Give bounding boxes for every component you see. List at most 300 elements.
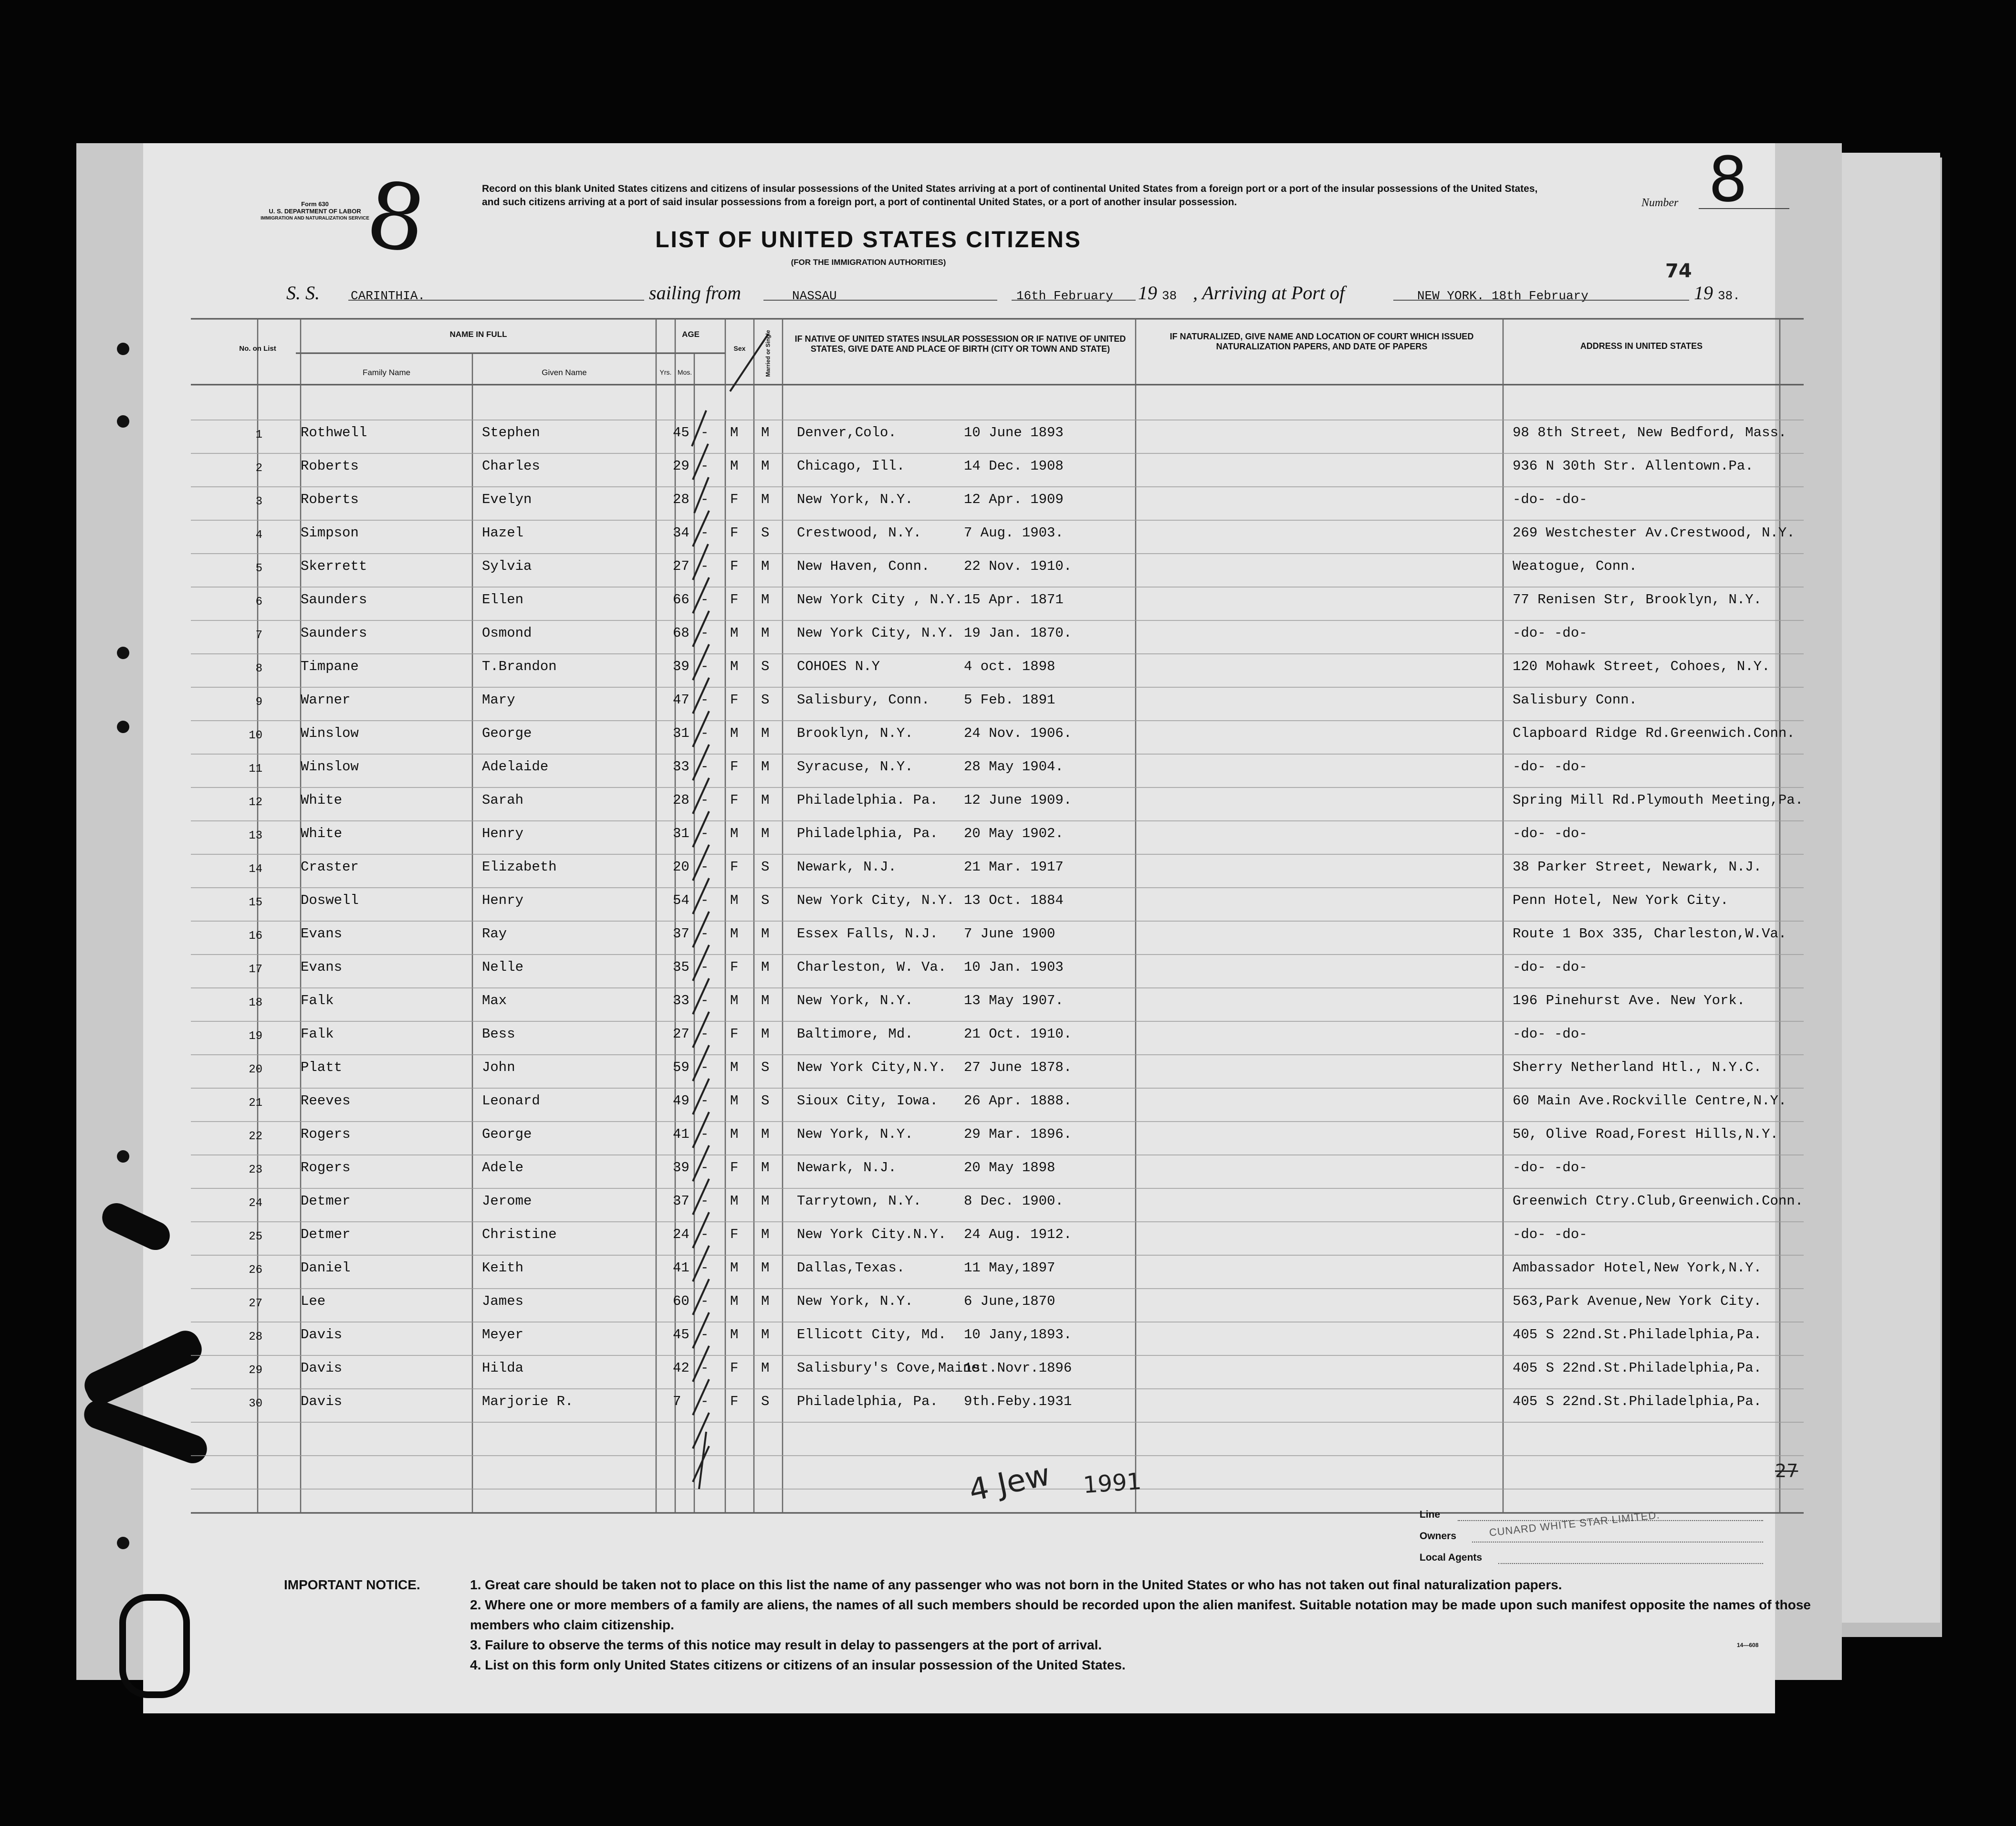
- row-number: 30: [249, 1397, 262, 1410]
- marital-status: M: [761, 1360, 770, 1376]
- table-row: [224, 1394, 1885, 1427]
- row-number: 26: [249, 1264, 262, 1277]
- table-row: [224, 1327, 1885, 1360]
- row-number: 19: [249, 1030, 262, 1043]
- us-address: Greenwich Ctry.Club,Greenwich.Conn.: [1513, 1193, 1804, 1209]
- marital-status: S: [761, 659, 770, 674]
- given-name: Hazel: [482, 525, 524, 541]
- age-months: -: [700, 1360, 709, 1376]
- arrival-year: 38.: [1718, 289, 1740, 303]
- birth-date: 10 Jan. 1903: [964, 959, 1064, 975]
- notice-item: 2. Where one or more members of a family are aliens, the names of all such members should be recorded upon the alien manifest. Suitable notation may be made upon such manifest opposite the names of those members who claim citizenship.: [470, 1597, 1811, 1632]
- age-years: 47: [673, 692, 689, 708]
- marital-status: M: [761, 558, 770, 574]
- table-row: [224, 859, 1885, 892]
- marital-status: S: [761, 1060, 770, 1075]
- us-address: -do- -do-: [1513, 1227, 1588, 1242]
- age-months: -: [700, 525, 709, 541]
- sex: M: [730, 1293, 739, 1309]
- given-name: George: [482, 725, 532, 741]
- notice-item: 1. Great care should be taken not to place on this list the name of any passenger who was not born in the United States or who has not taken out final naturalization papers.: [470, 1577, 1562, 1592]
- family-name: Roberts: [301, 492, 359, 507]
- family-name: Rothwell: [301, 425, 367, 441]
- us-address: 77 Renisen Str, Brooklyn, N.Y.: [1513, 592, 1762, 608]
- marital-status: M: [761, 1227, 770, 1242]
- row-number: 5: [255, 562, 262, 575]
- us-address: Ambassador Hotel,New York,N.Y.: [1513, 1260, 1762, 1276]
- marital-status: M: [761, 725, 770, 741]
- sex: M: [730, 826, 739, 841]
- birth-place: Salisbury's Cove,Maine.: [797, 1360, 988, 1376]
- form-instructions: Record on this blank United States citizens and citizens of insular possessions of the United States arriving at a port of continental United States from a foreign port or a port of the insular possessions of the United States, and such citizens arriving at a port of said insular possessions from a foreign port, a port of continental United States, or a port of another insular possession.: [482, 183, 1538, 208]
- row-number: 8: [255, 662, 262, 675]
- birth-date: 20 May 1902.: [964, 826, 1064, 841]
- age-years: 37: [673, 926, 689, 942]
- birth-date: 29 Mar. 1896.: [964, 1126, 1072, 1142]
- inspector-signature: 4 Jew: [966, 1457, 1054, 1509]
- birth-place: Ellicott City, Md.: [797, 1327, 947, 1343]
- marital-status: M: [761, 625, 770, 641]
- family-name: Winslow: [301, 759, 359, 775]
- sailing-year: 38: [1162, 289, 1177, 303]
- sailing-year-prefix: 19: [1138, 282, 1157, 304]
- birth-place: New York City.N.Y.: [797, 1227, 947, 1242]
- age-years: 37: [673, 1193, 689, 1209]
- given-name: Meyer: [482, 1327, 524, 1343]
- family-name: Roberts: [301, 458, 359, 474]
- given-name: Adele: [482, 1160, 524, 1175]
- departure-port: NASSAU: [792, 289, 837, 303]
- family-name: Davis: [301, 1394, 343, 1409]
- arrival-year-prefix: 19: [1694, 282, 1713, 304]
- family-name: Saunders: [301, 592, 367, 608]
- sex: M: [730, 1126, 739, 1142]
- age-months: -: [700, 1394, 709, 1409]
- age-years: 35: [673, 959, 689, 975]
- family-name: Doswell: [301, 892, 359, 908]
- row-number: 28: [249, 1331, 262, 1343]
- given-name: T.Brandon: [482, 659, 557, 674]
- given-name: John: [482, 1060, 515, 1075]
- given-name: Jerome: [482, 1193, 532, 1209]
- us-address: 50, Olive Road,Forest Hills,N.Y.: [1513, 1126, 1778, 1142]
- age-months: -: [700, 959, 709, 975]
- margin-handwritten-number: 8: [360, 161, 432, 274]
- row-number: 18: [249, 997, 262, 1009]
- age-months: -: [700, 792, 709, 808]
- us-address: 936 N 30th Str. Allentown.Pa.: [1513, 458, 1754, 474]
- family-name: Detmer: [301, 1227, 351, 1242]
- birth-place: Sioux City, Iowa.: [797, 1093, 938, 1109]
- birth-date: 21 Mar. 1917: [964, 859, 1064, 875]
- age-months: -: [700, 1193, 709, 1209]
- birth-place: New York City,N.Y.: [797, 1060, 947, 1075]
- birth-date: 11 May,1897: [964, 1260, 1055, 1276]
- age-years: 45: [673, 425, 689, 441]
- us-address: 60 Main Ave.Rockville Centre,N.Y.: [1513, 1093, 1787, 1109]
- birth-date: 8 Dec. 1900.: [964, 1193, 1064, 1209]
- citizen-count: 27: [1775, 1460, 1798, 1481]
- table-row: [224, 1026, 1885, 1060]
- age-months: -: [700, 1293, 709, 1309]
- age-months: -: [700, 1026, 709, 1042]
- col-header-yrs: Yrs.: [659, 368, 672, 376]
- sex: F: [730, 792, 739, 808]
- age-months: -: [700, 1327, 709, 1343]
- table-row: [224, 1060, 1885, 1093]
- birth-date: 28 May 1904.: [964, 759, 1064, 775]
- age-months: -: [700, 492, 709, 507]
- age-months: -: [700, 826, 709, 841]
- table-row: [224, 625, 1885, 659]
- agents-rule: [1498, 1563, 1763, 1564]
- marital-status: S: [761, 859, 770, 875]
- birth-date: 7 Aug. 1903.: [964, 525, 1064, 541]
- row-number: 20: [249, 1063, 262, 1076]
- table-row: [224, 692, 1885, 725]
- birth-date: 10 Jany,1893.: [964, 1327, 1072, 1343]
- given-name: Mary: [482, 692, 515, 708]
- us-address: Sherry Netherland Htl., N.Y.C.: [1513, 1060, 1762, 1075]
- marital-status: M: [761, 458, 770, 474]
- us-address: Penn Hotel, New York City.: [1513, 892, 1729, 908]
- row-number: 23: [249, 1164, 262, 1176]
- age-years: 29: [673, 458, 689, 474]
- birth-date: 9th.Feby.1931: [964, 1394, 1072, 1409]
- birth-date: 24 Nov. 1906.: [964, 725, 1072, 741]
- given-name: Adelaide: [482, 759, 549, 775]
- us-address: -do- -do-: [1513, 492, 1588, 507]
- age-years: 28: [673, 492, 689, 507]
- us-address: -do- -do-: [1513, 1026, 1588, 1042]
- birth-place: Syracuse, N.Y.: [797, 759, 913, 775]
- us-address: -do- -do-: [1513, 759, 1588, 775]
- age-years: 34: [673, 525, 689, 541]
- us-address: 120 Mohawk Street, Cohoes, N.Y.: [1513, 659, 1770, 674]
- sex: M: [730, 1193, 739, 1209]
- birth-date: 19 Jan. 1870.: [964, 625, 1072, 641]
- birth-place: New York, N.Y.: [797, 1293, 913, 1309]
- sex: F: [730, 558, 739, 574]
- table-row: [224, 492, 1885, 525]
- row-number: 9: [255, 696, 262, 709]
- us-address: 563,Park Avenue,New York City.: [1513, 1293, 1762, 1309]
- page-subtitle: (FOR THE IMMIGRATION AUTHORITIES): [791, 258, 946, 267]
- table-row: [224, 759, 1885, 792]
- marital-status: M: [761, 826, 770, 841]
- sex: M: [730, 425, 739, 441]
- age-years: 41: [673, 1260, 689, 1276]
- notice-title: IMPORTANT NOTICE.: [284, 1577, 420, 1592]
- given-name: Sarah: [482, 792, 524, 808]
- marital-status: S: [761, 692, 770, 708]
- birth-date: 14 Dec. 1908: [964, 458, 1064, 474]
- given-name: Nelle: [482, 959, 524, 975]
- given-name: Marjorie R.: [482, 1394, 574, 1409]
- age-years: 54: [673, 892, 689, 908]
- given-name: Keith: [482, 1260, 524, 1276]
- department-name: U. S. DEPARTMENT OF LABOR: [269, 208, 361, 215]
- form-code: 14—608: [1737, 1642, 1759, 1648]
- us-address: -do- -do-: [1513, 1160, 1588, 1175]
- family-name: Reeves: [301, 1093, 351, 1109]
- us-address: 269 Westchester Av.Crestwood, N.Y.: [1513, 525, 1795, 541]
- us-address: Salisbury Conn.: [1513, 692, 1638, 708]
- table-row: [224, 659, 1885, 692]
- given-name: George: [482, 1126, 532, 1142]
- age-months: -: [700, 659, 709, 674]
- birth-place: New York, N.Y.: [797, 492, 913, 507]
- marital-status: M: [761, 959, 770, 975]
- sex: M: [730, 993, 739, 1008]
- marital-status: M: [761, 1193, 770, 1209]
- given-name: Charles: [482, 458, 540, 474]
- page-title: LIST OF UNITED STATES CITIZENS: [655, 227, 1082, 252]
- birth-date: 13 May 1907.: [964, 993, 1064, 1008]
- table-row: [224, 959, 1885, 993]
- table-row: [224, 1227, 1885, 1260]
- sex: M: [730, 1060, 739, 1075]
- given-name: Osmond: [482, 625, 532, 641]
- sex: M: [730, 1093, 739, 1109]
- table-row: [224, 525, 1885, 558]
- col-header-sex: Sex: [733, 345, 746, 352]
- birth-place: Newark, N.J.: [797, 1160, 897, 1175]
- age-years: 59: [673, 1060, 689, 1075]
- given-name: Bess: [482, 1026, 515, 1042]
- marital-status: M: [761, 926, 770, 942]
- age-years: 24: [673, 1227, 689, 1242]
- important-notice: [284, 1575, 1859, 1675]
- line-label: Line: [1420, 1509, 1441, 1520]
- sex: F: [730, 1360, 739, 1376]
- family-name: Davis: [301, 1360, 343, 1376]
- us-address: 405 S 22nd.St.Philadelphia,Pa.: [1513, 1327, 1762, 1343]
- family-name: Falk: [301, 993, 334, 1008]
- birth-place: Essex Falls, N.J.: [797, 926, 938, 942]
- family-name: Falk: [301, 1026, 334, 1042]
- age-years: 31: [673, 826, 689, 841]
- family-name: Saunders: [301, 625, 367, 641]
- age-years: 7: [673, 1394, 681, 1409]
- owners-rule: [1472, 1542, 1763, 1543]
- sex: M: [730, 458, 739, 474]
- family-name: Winslow: [301, 725, 359, 741]
- family-name: Evans: [301, 959, 343, 975]
- shipping-line-stamp: CUNARD WHITE STAR LIMITED.: [1488, 1509, 1661, 1539]
- table-row: [224, 425, 1885, 458]
- age-months: -: [700, 558, 709, 574]
- sex: F: [730, 759, 739, 775]
- age-months: -: [700, 625, 709, 641]
- col-header-married-single: Married or Single: [764, 330, 772, 377]
- age-months: -: [700, 592, 709, 608]
- given-name: Leonard: [482, 1093, 540, 1109]
- marital-status: M: [761, 1260, 770, 1276]
- marital-status: S: [761, 892, 770, 908]
- birth-place: Newark, N.J.: [797, 859, 897, 875]
- age-months: -: [700, 725, 709, 741]
- sailing-date: 16th February: [1016, 289, 1113, 303]
- col-header-naturalization: IF NATURALIZED, GIVE NAME AND LOCATION OF COURT WHICH ISSUED NATURALIZATION PAPERS, AND DATE OF PAPERS: [1170, 332, 1474, 351]
- local-agents-label: Local Agents: [1420, 1552, 1483, 1563]
- family-name: White: [301, 826, 343, 841]
- table-row: [224, 1293, 1885, 1327]
- col-header-name-in-full: NAME IN FULL: [449, 330, 507, 339]
- ss-label: S. S.: [286, 282, 320, 304]
- row-number: 6: [255, 596, 262, 609]
- us-address: Route 1 Box 335, Charleston,W.Va.: [1513, 926, 1787, 942]
- row-number: 16: [249, 930, 262, 943]
- sex: M: [730, 926, 739, 942]
- col-header-family-name: Family Name: [362, 368, 411, 377]
- list-number: 8: [1708, 143, 1748, 216]
- us-address: 38 Parker Street, Newark, N.J.: [1513, 859, 1762, 875]
- birth-date: 4 oct. 1898: [964, 659, 1055, 674]
- sex: F: [730, 1026, 739, 1042]
- age-years: 28: [673, 792, 689, 808]
- table-row: [224, 826, 1885, 859]
- age-months: -: [700, 1260, 709, 1276]
- birth-place: COHOES N.Y: [797, 659, 880, 674]
- us-address: -do- -do-: [1513, 625, 1588, 641]
- table-row: [224, 1126, 1885, 1160]
- birth-date: 7 June 1900: [964, 926, 1055, 942]
- age-years: 27: [673, 558, 689, 574]
- age-months: -: [700, 1126, 709, 1142]
- table-row: [224, 993, 1885, 1026]
- birth-place: Denver,Colo.: [797, 425, 897, 441]
- us-address: Weatogue, Conn.: [1513, 558, 1638, 574]
- given-name: Hilda: [482, 1360, 524, 1376]
- sex: M: [730, 1260, 739, 1276]
- age-years: 39: [673, 659, 689, 674]
- given-name: Christine: [482, 1227, 557, 1242]
- sex: M: [730, 892, 739, 908]
- age-years: 33: [673, 993, 689, 1008]
- birth-date: 24 Aug. 1912.: [964, 1227, 1072, 1242]
- birth-place: New York, N.Y.: [797, 993, 913, 1008]
- age-years: 45: [673, 1327, 689, 1343]
- given-name: Max: [482, 993, 507, 1008]
- family-name: Craster: [301, 859, 359, 875]
- notice-item: 3. Failure to observe the terms of this notice may result in delay to passengers at the port of arrival.: [470, 1637, 1102, 1652]
- row-number: 21: [249, 1097, 262, 1110]
- family-name: Davis: [301, 1327, 343, 1343]
- family-name: Rogers: [301, 1160, 351, 1175]
- table-row: [224, 558, 1885, 592]
- age-months: -: [700, 1160, 709, 1175]
- age-months: -: [700, 1227, 709, 1242]
- row-number: 10: [249, 729, 262, 742]
- sailing-from-label: sailing from: [649, 282, 741, 304]
- birth-place: Philadelphia, Pa.: [797, 826, 938, 841]
- marital-status: M: [761, 1126, 770, 1142]
- birth-place: Charleston, W. Va.: [797, 959, 947, 975]
- sex: M: [730, 1327, 739, 1343]
- family-name: Evans: [301, 926, 343, 942]
- row-number: 29: [249, 1364, 262, 1377]
- birth-date: 20 May 1898: [964, 1160, 1055, 1175]
- row-number: 14: [249, 863, 262, 876]
- birth-place: Salisbury, Conn.: [797, 692, 930, 708]
- family-name: Detmer: [301, 1193, 351, 1209]
- birth-place: Dallas,Texas.: [797, 1260, 905, 1276]
- sex: F: [730, 592, 739, 608]
- table-row: [224, 458, 1885, 492]
- birth-date: 21 Oct. 1910.: [964, 1026, 1072, 1042]
- us-address: 405 S 22nd.St.Philadelphia,Pa.: [1513, 1394, 1762, 1409]
- col-header-birth: IF NATIVE OF UNITED STATES INSULAR POSSESSION OR IF NATIVE OF UNITED STATES, GIVE DATE AND PLACE OF BIRTH (CITY OR TOWN AND STATE): [794, 334, 1126, 354]
- age-months: -: [700, 425, 709, 441]
- given-name: James: [482, 1293, 524, 1309]
- row-number: 1: [255, 429, 262, 441]
- sex: F: [730, 692, 739, 708]
- family-name: Warner: [301, 692, 351, 708]
- birth-date: 27 June 1878.: [964, 1060, 1072, 1075]
- birth-place: Crestwood, N.Y.: [797, 525, 922, 541]
- marital-status: M: [761, 425, 770, 441]
- age-years: 68: [673, 625, 689, 641]
- col-header-given-name: Given Name: [542, 368, 587, 377]
- row-number: 24: [249, 1197, 262, 1210]
- sex: M: [730, 659, 739, 674]
- row-number: 7: [255, 629, 262, 642]
- age-years: 60: [673, 1293, 689, 1309]
- us-address: -do- -do-: [1513, 826, 1588, 841]
- birth-place: New Haven, Conn.: [797, 558, 930, 574]
- family-name: White: [301, 792, 343, 808]
- table-row: [224, 1193, 1885, 1227]
- birth-date: 5 Feb. 1891: [964, 692, 1055, 708]
- birth-place: New York City, N.Y.: [797, 892, 955, 908]
- marital-status: M: [761, 1327, 770, 1343]
- table-row: [224, 1160, 1885, 1193]
- age-years: 41: [673, 1126, 689, 1142]
- age-years: 42: [673, 1360, 689, 1376]
- arriving-label: , Arriving at Port of: [1193, 282, 1345, 304]
- given-name: Ray: [482, 926, 507, 942]
- inspector-signature-number: 1991: [1082, 1468, 1142, 1499]
- birth-date: 1st.Novr.1896: [964, 1360, 1072, 1376]
- birth-date: 12 June 1909.: [964, 792, 1072, 808]
- given-name: Stephen: [482, 425, 540, 441]
- us-address: Spring Mill Rd.Plymouth Meeting,Pa.: [1513, 792, 1804, 808]
- marital-status: M: [761, 1026, 770, 1042]
- age-months: -: [700, 759, 709, 775]
- row-number: 13: [249, 829, 262, 842]
- arrival-annotation: 74: [1665, 260, 1692, 282]
- row-number: 12: [249, 796, 262, 809]
- birth-date: 22 Nov. 1910.: [964, 558, 1072, 574]
- sex: F: [730, 1227, 739, 1242]
- sex: F: [730, 959, 739, 975]
- birth-place: New York City, N.Y.: [797, 625, 955, 641]
- given-name: Sylvia: [482, 558, 532, 574]
- age-months: -: [700, 1093, 709, 1109]
- birth-place: Baltimore, Md.: [797, 1026, 913, 1042]
- given-name: Evelyn: [482, 492, 532, 507]
- us-address: 98 8th Street, New Bedford, Mass.: [1513, 425, 1787, 441]
- number-label: Number: [1641, 197, 1679, 209]
- service-name: IMMIGRATION AND NATURALIZATION SERVICE: [261, 216, 369, 221]
- age-months: -: [700, 993, 709, 1008]
- marital-status: M: [761, 1293, 770, 1309]
- sex: M: [730, 625, 739, 641]
- age-months: -: [700, 458, 709, 474]
- family-name: Skerrett: [301, 558, 367, 574]
- marital-status: S: [761, 525, 770, 541]
